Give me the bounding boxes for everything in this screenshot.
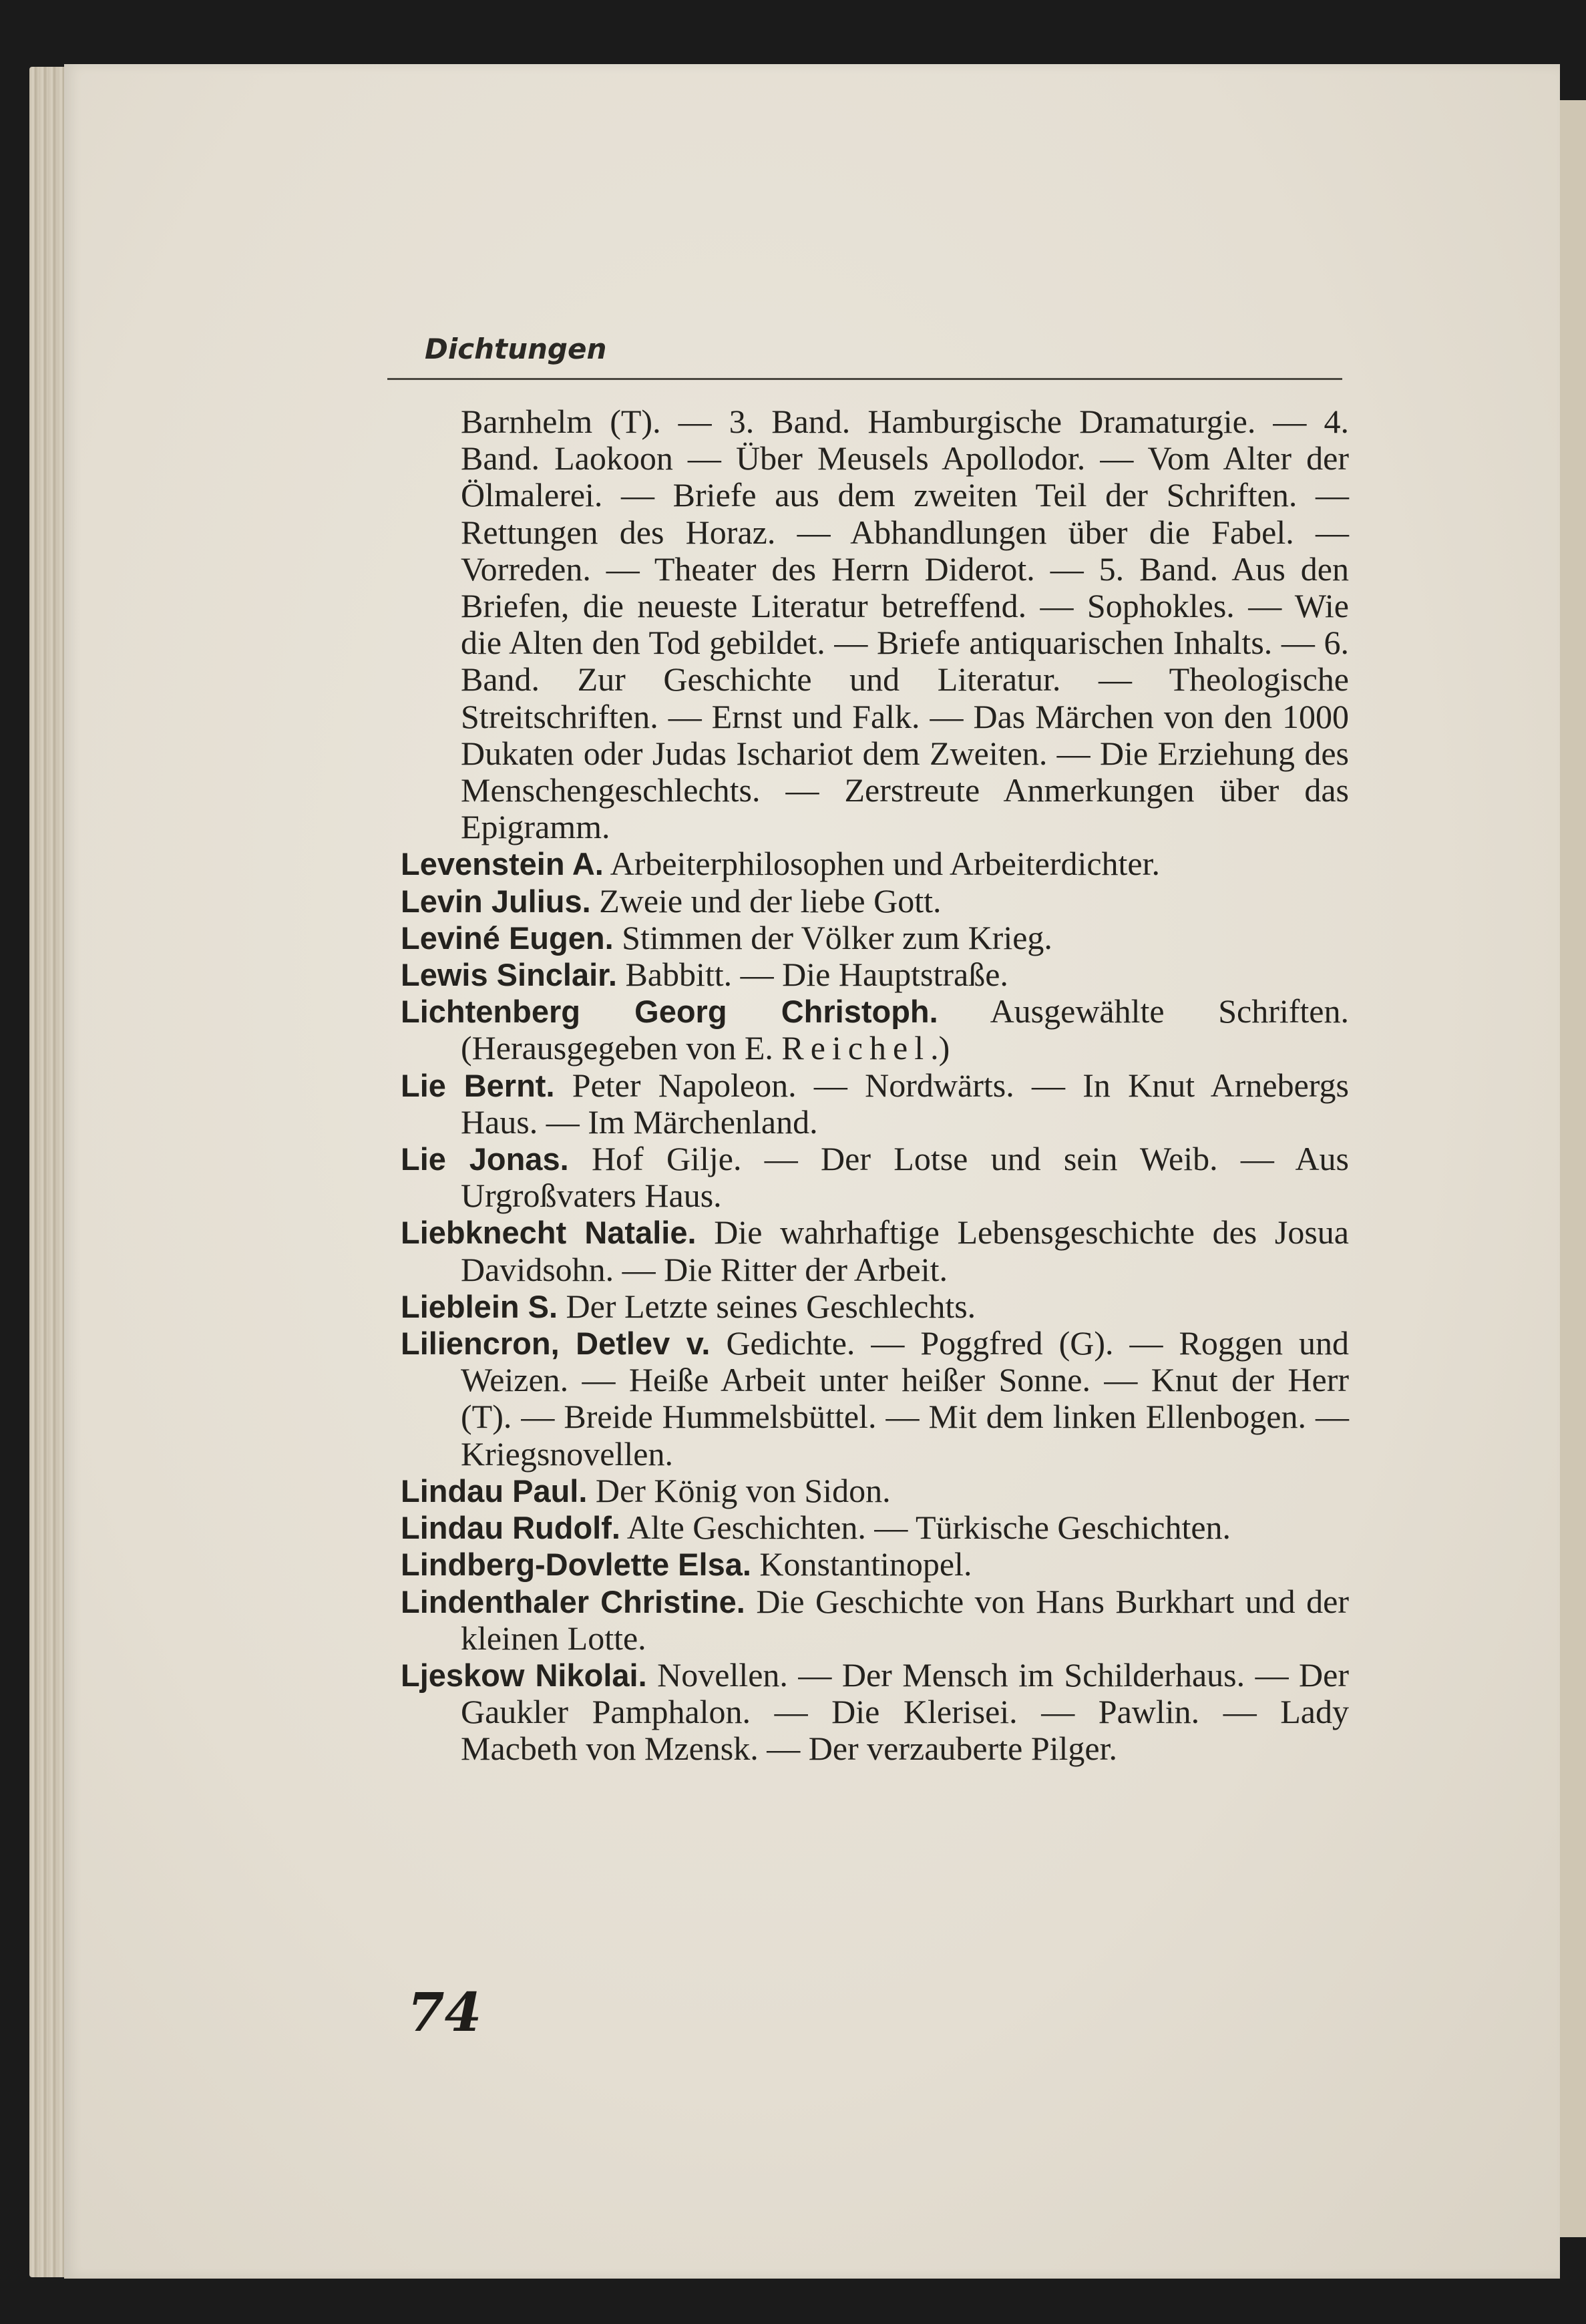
author-name: Lewis Sinclair.: [401, 957, 617, 993]
works-text: Ausgewählte Schriften. (Herausgegeben von E.: [461, 992, 1349, 1067]
author-name: Lindberg-Dovlette Elsa.: [401, 1547, 751, 1583]
author-name: Lindau Paul.: [401, 1473, 588, 1509]
works-text: Hof Gilje. — Der Lotse und sein Weib. — Aus Urgroßvaters Haus.: [461, 1140, 1350, 1215]
works-text: Stimmen der Völker zum Krieg.: [622, 918, 1052, 956]
entry-ljeskow: [401, 1657, 1349, 1768]
works-text: Peter Napoleon. — Nordwärts. — In Knut Arnebergs Haus. — Im Märchenland.: [461, 1066, 1349, 1141]
works-text-end: .): [930, 1029, 950, 1067]
works-text: Zweie und der liebe Gott.: [599, 882, 942, 920]
entry-liliencron: [401, 1325, 1349, 1473]
entry-lindenthaler: [401, 1583, 1349, 1657]
entry-levine: [401, 920, 1349, 956]
author-name: Levin Julius.: [401, 883, 591, 919]
entry-list: [401, 403, 1349, 1768]
running-header: Dichtungen: [425, 333, 607, 365]
author-name: Liebknecht Natalie.: [401, 1215, 697, 1251]
entry-lie-jonas: [401, 1141, 1349, 1214]
entry-lindau-rudolf: [401, 1509, 1349, 1546]
works-text: Konstantinopel.: [759, 1545, 972, 1583]
entry-lichtenberg: [401, 993, 1349, 1067]
author-name: Levenstein A.: [401, 846, 604, 882]
works-text: Die wahrhaftige Lebensgeschichte des Josua Davidsohn. — Die Ritter der Arbeit.: [461, 1213, 1349, 1288]
entry-levin: [401, 883, 1349, 920]
entry-lieblein: [401, 1288, 1349, 1325]
entry-lewis: [401, 956, 1349, 993]
works-text: Der Letzte seines Geschlechts.: [566, 1287, 976, 1325]
works-text: Arbeiterphilosophen und Arbeiterdichter.: [610, 845, 1160, 883]
entry-lie-bernt: [401, 1067, 1349, 1141]
entry-levenstein: [401, 845, 1349, 882]
author-name: Lieblein S.: [401, 1288, 558, 1324]
page-number: 74: [407, 1981, 482, 2044]
entry-lindau-paul: [401, 1473, 1349, 1509]
works-text: Die Geschichte von Hans Burkhart und der kleinen Lotte.: [461, 1582, 1349, 1657]
works-text: Novellen. — Der Mensch im Schilderhaus. — Der Gaukler Pamphalon. — Die Klerisei. — Pawlin. — Lady Macbeth von Mzensk. — Der verzauberte Pilger.: [461, 1656, 1349, 1768]
author-name: Liliencron, Detlev v.: [401, 1326, 711, 1362]
author-name: Lichtenberg Georg Christoph.: [401, 994, 938, 1030]
author-name: Lindau Rudolf.: [401, 1510, 620, 1546]
works-text: Babbitt. — Die Hauptstraße.: [625, 956, 1008, 994]
author-name: Lie Jonas.: [401, 1141, 569, 1177]
author-name: Ljeskow Nikolai.: [401, 1657, 647, 1693]
entry-liebknecht: [401, 1214, 1349, 1288]
editor-name: Reichel: [781, 1029, 931, 1067]
continuation-entry: Barnhelm (T). — 3. Band. Hamburgische Dramaturgie. — 4. Band. Laokoon — Über Meusels Apollodor. — Vom Alter der Ölmalerei. — Briefe aus dem zweiten Teil der Schriften. — Rettungen des Horaz. — Abhandlungen über die Fabel. — Vorreden. — Theater des Herrn Diderot. — 5. Band. Aus den Briefen, die neueste Literatur betreffend. — Sophokles. — Wie die Alten den Tod gebildet. — Briefe antiquarischen Inhalts. — 6. Band. Zur Geschichte und Literatur. — Theologische Streitschriften. — Ernst und Falk. — Das Märchen von den 1000 Dukaten oder Judas Ischariot dem Zweiten. — Die Erziehung des Menschengeschlechts. — Zerstreute Anmerkungen über das Epigramm.: [461, 403, 1349, 846]
entry-lindberg: [401, 1546, 1349, 1583]
author-name: Leviné Eugen.: [401, 920, 614, 956]
header-rule: [387, 378, 1342, 380]
works-text: Der König von Sidon.: [595, 1471, 891, 1509]
author-name: Lie Bernt.: [401, 1067, 555, 1103]
works-text: Gedichte. — Poggfred (G). — Roggen und Weizen. — Heiße Arbeit unter heißer Sonne. — Knut der Herr (T). — Breide Hummelsbüttel. — Mit dem linken Ellenbogen. — Kriegsnovellen.: [461, 1324, 1349, 1473]
works-text: Alte Geschichten. — Türkische Geschichten.: [626, 1509, 1231, 1547]
author-name: Lindenthaler Christine.: [401, 1583, 745, 1619]
